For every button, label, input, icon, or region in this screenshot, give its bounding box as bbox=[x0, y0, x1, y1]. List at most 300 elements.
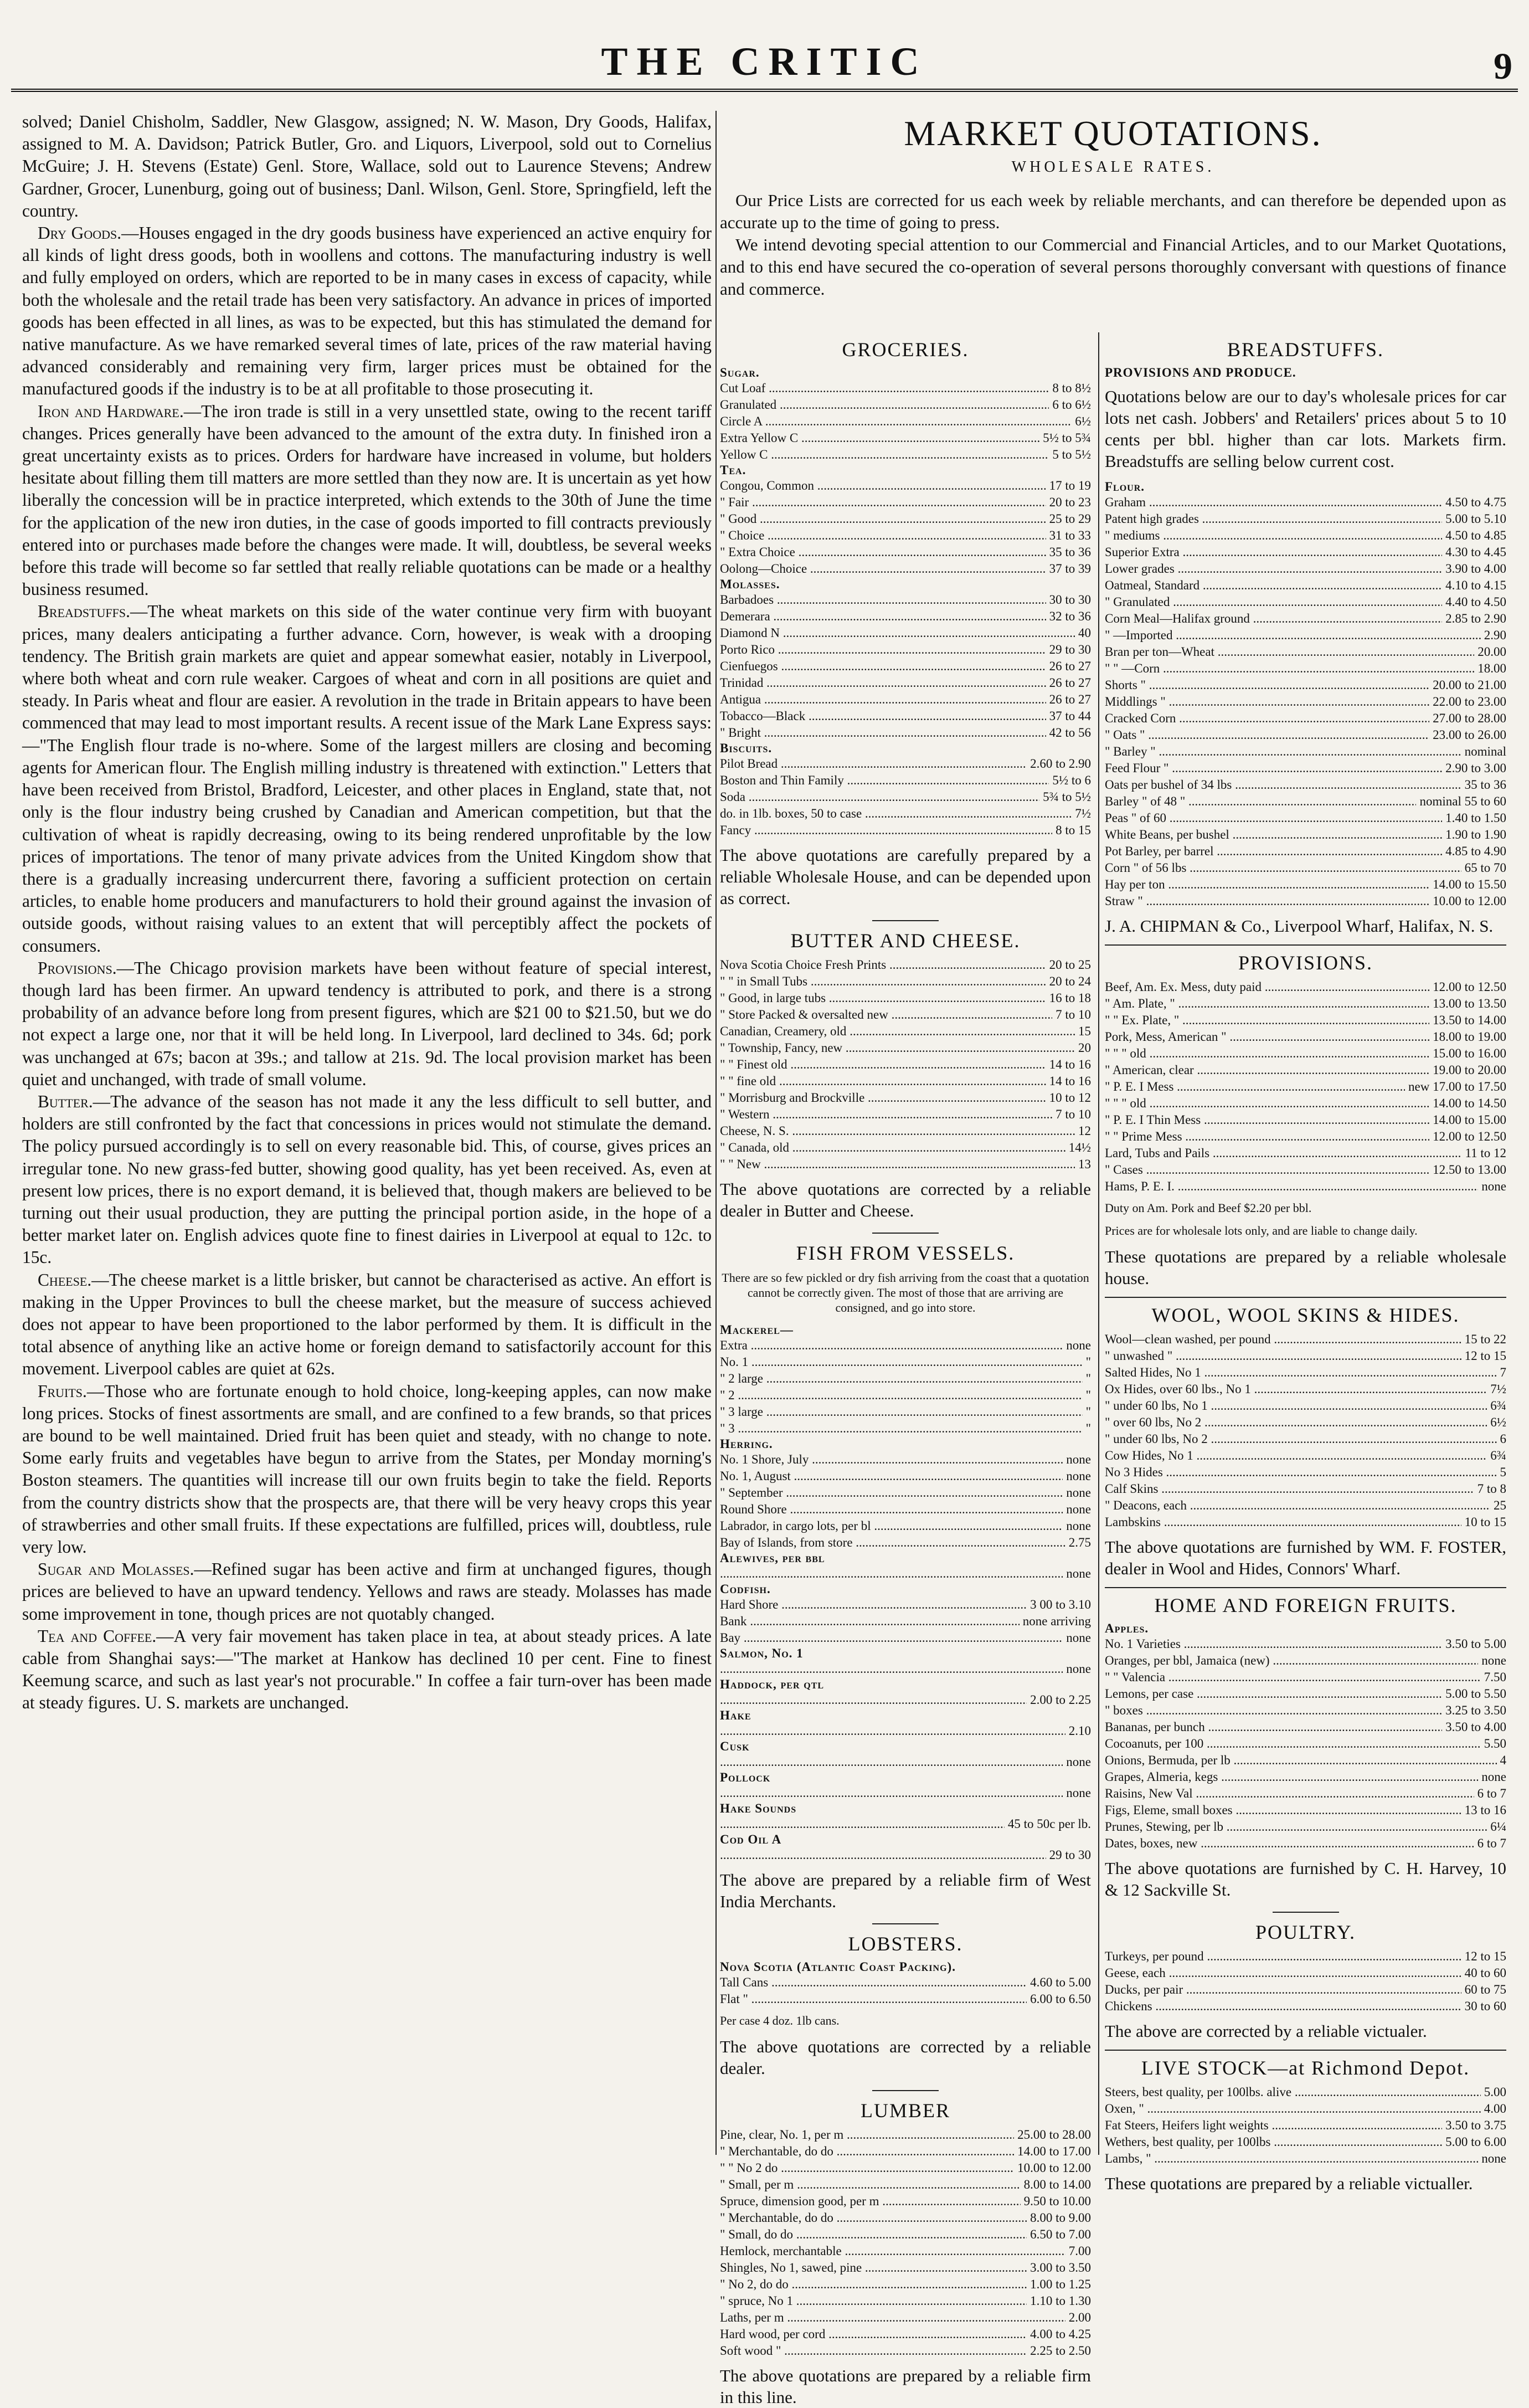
quote-row bbox=[1105, 1948, 1506, 1965]
quote-label: Patent high grades ..... bbox=[1105, 511, 1442, 527]
quote-row bbox=[720, 608, 1091, 625]
quote-row bbox=[720, 1596, 1091, 1613]
quote-row bbox=[720, 1451, 1091, 1468]
quote-row bbox=[1105, 1736, 1506, 1752]
quote-value: none bbox=[1066, 1486, 1091, 1500]
wool-note: The above quotations are furnished by WM. F. FOSTER, dealer in Wool and Hides, Connors' Wharf. bbox=[1105, 1537, 1506, 1578]
quote-value: 27.00 to 28.00 bbox=[1433, 711, 1506, 725]
quote-row bbox=[1105, 1719, 1506, 1736]
quote-label: " 3 large ..... bbox=[720, 1404, 1083, 1420]
quote-row bbox=[1105, 1414, 1506, 1431]
quote-value: 8 to 15 bbox=[1056, 823, 1091, 837]
quote-row bbox=[720, 1337, 1091, 1354]
quote-row bbox=[1105, 893, 1506, 910]
quote-value: 3.25 to 3.50 bbox=[1445, 1703, 1506, 1717]
quote-label: " Barley " ..... bbox=[1105, 743, 1461, 760]
quote-label: Oranges, per bbl, Jamaica (new) ..... bbox=[1105, 1652, 1478, 1669]
quote-row bbox=[720, 1630, 1091, 1646]
quote-value: 65 to 70 bbox=[1464, 861, 1506, 875]
group-heading: Hake bbox=[720, 1708, 751, 1722]
section-rule bbox=[872, 2090, 939, 2091]
quote-value: 5½ to 5¾ bbox=[1043, 431, 1091, 445]
quote-value: none arriving bbox=[1022, 1614, 1091, 1628]
wholesale-rates-subtitle: WHOLESALE RATES. bbox=[1011, 158, 1215, 176]
quote-value: 20.00 to 21.00 bbox=[1433, 678, 1506, 692]
quote-value: 35 to 36 bbox=[1464, 778, 1506, 792]
quote-value: 15 bbox=[1078, 1024, 1091, 1038]
quote-value: 37 to 44 bbox=[1049, 709, 1091, 723]
quote-row bbox=[720, 2276, 1091, 2293]
quote-row bbox=[720, 494, 1091, 511]
quote-value: 6½ bbox=[1075, 414, 1091, 428]
quote-label: " Choice ..... bbox=[720, 527, 1046, 544]
quote-value: 2.60 to 2.90 bbox=[1030, 757, 1091, 771]
quote-label: Onions, Bermuda, per lb ..... bbox=[1105, 1752, 1497, 1769]
quote-label: " Extra Choice ..... bbox=[720, 544, 1046, 561]
quote-label: No. 1 Varieties ..... bbox=[1105, 1636, 1442, 1652]
quote-value: 6 to 7 bbox=[1477, 1836, 1506, 1850]
quote-label: Antigua ..... bbox=[720, 691, 1046, 708]
quote-label: Soda ..... bbox=[720, 789, 1039, 805]
quote-label: " " Ex. Plate, " ..... bbox=[1105, 1012, 1429, 1029]
quote-row bbox=[720, 957, 1091, 973]
quote-label bbox=[720, 1661, 1063, 1677]
quote-value: 6¼ bbox=[1490, 1820, 1506, 1834]
quotation-subcolumns bbox=[720, 332, 1506, 2407]
quote-label: Pine, clear, No. 1, per m ..... bbox=[720, 2127, 1014, 2143]
quote-row bbox=[1105, 1652, 1506, 1669]
quote-value: none bbox=[1066, 1452, 1091, 1466]
quote-value: 42 to 56 bbox=[1049, 726, 1091, 740]
quote-row bbox=[720, 2243, 1091, 2260]
quote-label: " boxes ..... bbox=[1105, 1702, 1442, 1719]
quote-row bbox=[1105, 2101, 1506, 2117]
lobsters-note: The above quotations are corrected by a reliable dealer. bbox=[720, 2037, 1091, 2078]
quote-row bbox=[720, 1007, 1091, 1023]
quote-label: Trinidad ..... bbox=[720, 675, 1046, 691]
quote-row bbox=[1105, 1162, 1506, 1178]
quote-label: No. 1 ..... bbox=[720, 1354, 1083, 1370]
quote-label: " Township, Fancy, new ..... bbox=[720, 1040, 1075, 1056]
paragraph-text: —A very fair movement has taken place in tea, at about steady prices. A late cable from Shanghai says:—"The market at Hankow has declined 10 per cent. Fine to finest Keemung scarce, and such as last year's not procurable." In coffee a fair turn-over has been made at steady figures. U. S. markets are unchanged. bbox=[22, 1626, 712, 1713]
quote-label: " P. E. I Mess ..... bbox=[1105, 1079, 1405, 1095]
quote-label: Fancy ..... bbox=[720, 822, 1052, 839]
poultry-title: POULTRY. bbox=[1255, 1921, 1356, 1943]
quote-value: 45 to 50c per lb. bbox=[1007, 1817, 1091, 1831]
quote-row bbox=[1105, 760, 1506, 777]
quote-value: 12.50 to 13.00 bbox=[1433, 1163, 1506, 1177]
quote-label: Pilot Bread ..... bbox=[720, 756, 1027, 772]
quote-row bbox=[1105, 1981, 1506, 1998]
quote-label bbox=[720, 1754, 1063, 1770]
quote-value: 7½ bbox=[1075, 807, 1091, 820]
quote-value: 14.00 to 15.00 bbox=[1433, 1113, 1506, 1127]
quote-value: 3.50 to 3.75 bbox=[1445, 2118, 1506, 2132]
quote-value: 25.00 to 28.00 bbox=[1017, 2128, 1091, 2142]
quote-label: " 2 large ..... bbox=[720, 1370, 1083, 1387]
poultry-note: The above are corrected by a reliable victualer. bbox=[1105, 2021, 1427, 2041]
quote-label: Shorts " ..... bbox=[1105, 677, 1429, 694]
quote-label: Grapes, Almeria, kegs ..... bbox=[1105, 1769, 1478, 1785]
quote-row bbox=[1105, 1785, 1506, 1802]
paragraph-text: —The advance of the season has not made it any the less difficult to sell butter, and holders are still confronted by the fact that concessions in prices would not stimulate the demand. The policy pursued accordingly is to sell on every reasonable bid. This, of course, gives prices an irregular tone. No new grass-fed butter, showing good quality, has yet been received. As, even at present low prices, there is no export demand, it is believed that, though makers are believed to be turning out their usual production, they are putting the principal portion aside, in the hope of a better market later on. English advices quote fine to finest dairies in Liverpool at equal to 12c. to 15c. bbox=[22, 1091, 712, 1267]
quote-row bbox=[720, 1613, 1091, 1630]
quote-row bbox=[720, 1387, 1091, 1404]
quote-row bbox=[1105, 743, 1506, 760]
quote-value: 4.30 to 4.45 bbox=[1445, 545, 1506, 559]
quote-label: Beef, Am. Ex. Mess, duty paid ..... bbox=[1105, 979, 1429, 995]
quote-row bbox=[720, 2260, 1091, 2276]
quote-row bbox=[720, 2143, 1091, 2160]
quote-value: none bbox=[1066, 1519, 1091, 1533]
section-rule bbox=[1273, 1912, 1339, 1913]
quote-label: Chickens ..... bbox=[1105, 1998, 1461, 2015]
quote-label: Dates, boxes, new ..... bbox=[1105, 1835, 1474, 1852]
quote-label: Round Shore ..... bbox=[720, 1501, 1063, 1518]
quote-value: 3.50 to 4.00 bbox=[1445, 1720, 1506, 1734]
quote-label: Laths, per m ..... bbox=[720, 2309, 1065, 2326]
quote-label bbox=[720, 1692, 1027, 1708]
quote-label: Ox Hides, over 60 lbs., No 1 ..... bbox=[1105, 1381, 1487, 1398]
quote-row bbox=[1105, 1514, 1506, 1531]
quote-label: Bank ..... bbox=[720, 1613, 1020, 1630]
quote-row bbox=[1105, 860, 1506, 876]
quote-value: 19.00 to 20.00 bbox=[1433, 1063, 1506, 1077]
quote-label: Hard Shore ..... bbox=[720, 1596, 1027, 1613]
quote-row bbox=[1105, 1331, 1506, 1348]
quote-value: 1.90 to 1.90 bbox=[1445, 828, 1506, 841]
quote-row bbox=[720, 1073, 1091, 1090]
quote-row bbox=[1105, 2117, 1506, 2134]
quote-label: Lambskins ..... bbox=[1105, 1514, 1461, 1531]
quote-row bbox=[720, 675, 1091, 691]
quote-value: 30 to 30 bbox=[1049, 593, 1091, 607]
quote-value: 22.00 to 23.00 bbox=[1433, 695, 1506, 708]
quote-value: 1.10 to 1.30 bbox=[1030, 2294, 1091, 2308]
quote-value: 3.50 to 5.00 bbox=[1445, 1637, 1506, 1651]
quote-value: 6.50 to 7.00 bbox=[1030, 2227, 1091, 2241]
quote-value: " bbox=[1085, 1372, 1091, 1385]
market-quotations-column bbox=[720, 111, 1506, 2407]
quote-label: Graham ..... bbox=[1105, 494, 1442, 511]
quote-value: 7 to 10 bbox=[1056, 1107, 1091, 1121]
fish-pre-note: There are so few pickled or dry fish arriving from the coast that a quotation cannot be correctly given. The most of those that are arriving are consigned, and go into store. bbox=[722, 1271, 1089, 1315]
article-paragraph bbox=[22, 1558, 712, 1625]
quote-label: " " in Small Tubs ..... bbox=[720, 973, 1046, 990]
quote-value: 30 to 60 bbox=[1464, 1999, 1506, 2013]
quote-label: Wool—clean washed, per pound ..... bbox=[1105, 1331, 1461, 1348]
quote-value: 2.10 bbox=[1068, 1724, 1091, 1738]
quote-row bbox=[1105, 1686, 1506, 1702]
paragraph-lead: Tea and Coffee. bbox=[38, 1626, 157, 1646]
quote-value: 40 to 60 bbox=[1464, 1966, 1506, 1980]
paragraph-lead: Butter. bbox=[38, 1091, 93, 1111]
quote-label: Flat " ..... bbox=[720, 1991, 1027, 2007]
quote-value: 7.00 bbox=[1068, 2244, 1091, 2258]
quote-value: 6¾ bbox=[1490, 1399, 1506, 1413]
quote-label: Ducks, per pair ..... bbox=[1105, 1981, 1461, 1998]
article-paragraph bbox=[22, 1380, 712, 1559]
quote-row bbox=[720, 1661, 1091, 1677]
quote-label: " American, clear ..... bbox=[1105, 1062, 1429, 1079]
quote-label bbox=[720, 1847, 1046, 1863]
quote-value: 7 bbox=[1500, 1365, 1506, 1379]
market-intro bbox=[720, 189, 1506, 300]
quote-label: " 2 ..... bbox=[720, 1387, 1083, 1404]
masthead-title: THE CRITIC bbox=[601, 39, 928, 84]
quote-value: 4.00 to 4.25 bbox=[1030, 2327, 1091, 2341]
article-paragraph bbox=[22, 1269, 712, 1380]
header-rule bbox=[11, 89, 1518, 92]
quote-value: 12 to 15 bbox=[1464, 1949, 1506, 1963]
quote-row bbox=[1105, 1431, 1506, 1447]
quote-label: Extra Yellow C ..... bbox=[720, 430, 1039, 446]
quote-label: Granulated ..... bbox=[720, 397, 1049, 413]
quote-row bbox=[720, 805, 1091, 822]
quote-row bbox=[1105, 677, 1506, 694]
paragraph-text: —The cheese market is a little brisker, but cannot be characterised as active. An effort is making in the Upper Provinces to bull the cheese market, but the measure of success achieved does not appear to have been proportioned to the labor performed by them. It is difficult in the total absence of anything like an active home or foreign demand to satisfactorily account for this movement. Liverpool cables are quiet at 62s. bbox=[22, 1270, 712, 1379]
quote-value: 6¾ bbox=[1490, 1449, 1506, 1462]
quote-label bbox=[720, 1565, 1063, 1582]
quote-row bbox=[1105, 1079, 1506, 1095]
quote-value: 7 to 8 bbox=[1477, 1482, 1506, 1496]
quote-row bbox=[720, 772, 1091, 789]
quote-row bbox=[1105, 1095, 1506, 1112]
quote-value: 4.85 to 4.90 bbox=[1445, 844, 1506, 858]
market-quotations-title: MARKET QUOTATIONS. bbox=[904, 114, 1322, 153]
quote-value: none bbox=[1481, 1179, 1506, 1193]
quote-row bbox=[720, 1090, 1091, 1106]
quote-row bbox=[720, 1404, 1091, 1420]
quote-value: 14.00 to 14.50 bbox=[1433, 1096, 1506, 1110]
quote-row bbox=[720, 1692, 1091, 1708]
quote-label: Canadian, Creamery, old ..... bbox=[720, 1023, 1075, 1040]
quote-value: 26 to 27 bbox=[1049, 659, 1091, 673]
quote-label: Bay ..... bbox=[720, 1630, 1063, 1646]
quote-row bbox=[720, 641, 1091, 658]
quote-value: 20 to 24 bbox=[1049, 974, 1091, 988]
quote-value: 5¾ to 5½ bbox=[1043, 790, 1091, 804]
quote-value: 2.90 bbox=[1484, 628, 1506, 642]
quote-value: 29 to 30 bbox=[1049, 643, 1091, 656]
quote-value: none bbox=[1066, 1662, 1091, 1676]
quote-row bbox=[1105, 561, 1506, 577]
quote-row bbox=[720, 990, 1091, 1007]
quote-row bbox=[1105, 1029, 1506, 1045]
quote-value: 10.00 to 12.00 bbox=[1017, 2161, 1091, 2175]
article-paragraph bbox=[22, 222, 712, 401]
quote-value: 12.00 to 12.50 bbox=[1433, 980, 1506, 994]
quote-value: 32 to 36 bbox=[1049, 609, 1091, 623]
quote-value: 3.00 to 3.50 bbox=[1030, 2261, 1091, 2274]
quote-value: 2.00 to 2.25 bbox=[1030, 1693, 1091, 1707]
quote-value: 10 to 15 bbox=[1464, 1515, 1506, 1529]
quote-value: 29 to 30 bbox=[1049, 1848, 1091, 1862]
quote-label: " Deacons, each ..... bbox=[1105, 1497, 1490, 1514]
quote-label: Raisins, New Val ..... bbox=[1105, 1785, 1474, 1802]
quote-row bbox=[720, 1847, 1091, 1863]
quote-row bbox=[720, 592, 1091, 608]
group-heading: Herring. bbox=[720, 1437, 773, 1451]
section-rule bbox=[1105, 2050, 1506, 2051]
quote-value: 2.25 to 2.50 bbox=[1030, 2344, 1091, 2358]
quote-row bbox=[720, 2309, 1091, 2326]
quote-value: nominal 55 to 60 bbox=[1419, 794, 1506, 808]
quote-row bbox=[720, 527, 1091, 544]
fruits-title: HOME AND FOREIGN FRUITS. bbox=[1154, 1594, 1457, 1616]
quote-label: Congou, Common ..... bbox=[720, 478, 1046, 494]
quote-row bbox=[720, 2326, 1091, 2343]
quote-label: Lemons, per case ..... bbox=[1105, 1686, 1442, 1702]
quote-label: Circle A ..... bbox=[720, 413, 1072, 430]
quote-label: Barley " of 48 " ..... bbox=[1105, 793, 1416, 810]
quote-row bbox=[720, 625, 1091, 641]
group-heading: Pollock bbox=[720, 1770, 771, 1784]
section-rule bbox=[1105, 1587, 1506, 1588]
quote-value: 8.00 to 14.00 bbox=[1023, 2178, 1091, 2191]
quote-label: " Merchantable, do do ..... bbox=[720, 2210, 1027, 2226]
quote-label: Calf Skins ..... bbox=[1105, 1481, 1474, 1497]
quote-value: 12 to 15 bbox=[1464, 1349, 1506, 1363]
quote-row bbox=[1105, 1497, 1506, 1514]
quote-value: 4.60 to 5.00 bbox=[1030, 1975, 1091, 1989]
paragraph-text: —The iron trade is still in a very unsettled state, owing to the recent tariff changes. Prices generally have been advanced to the amount of the extra duty. In finished iron a great uncertainty exists as to prices. Orders for hardware have increased in volume, but holders hesitate about filling them till matters are more settled than they now are. It is uncertain as yet how liberally the concession will be in practice interpreted, which extends to the 30th of June the time for the application of the new iron duties, in the case of goods imported to fill contracts previously entered into or purchases made before the changes were made. It will, doubtless, be several weeks before this trade will become so far settled that really reliable quotations can be made or a healthy business resumed. bbox=[22, 401, 712, 599]
quote-value: 15 to 22 bbox=[1464, 1332, 1506, 1346]
quote-row bbox=[1105, 1045, 1506, 1062]
quote-row bbox=[720, 1139, 1091, 1156]
quote-label: " under 60 lbs, No 2 ..... bbox=[1105, 1431, 1497, 1447]
quote-value: 13 bbox=[1078, 1157, 1091, 1171]
quote-row bbox=[1105, 1752, 1506, 1769]
quote-value: 9.50 to 10.00 bbox=[1023, 2194, 1091, 2208]
paragraph-text: —The Chicago provision markets have been without feature of special interest, though lard has been firmer. An upward tendency is attributed to pork, and there is a strong probability of an advance before long from present figures, which are $21 00 to $21.50, but we do not expect a large one, nor that it will be held long. In Liverpool, lard declined to 34s. 6d; pork was unchanged at 67s; bacon at 39s.; and tallow at 21s. 9d. The local provision market has been quiet and unchanged, with trade of small volume. bbox=[22, 958, 712, 1089]
quote-label bbox=[720, 1723, 1065, 1739]
quote-value: 23.00 to 26.00 bbox=[1433, 728, 1506, 742]
livestock-title: LIVE STOCK—at Richmond Depot. bbox=[1141, 2057, 1470, 2079]
quote-value: 20 bbox=[1078, 1041, 1091, 1055]
quote-row bbox=[1105, 1965, 1506, 1981]
quote-value: none bbox=[1066, 1469, 1091, 1483]
quote-label: " " —Corn ..... bbox=[1105, 660, 1474, 677]
livestock-note: These quotations are prepared by a reliable victualler. bbox=[1105, 2174, 1473, 2193]
quote-row bbox=[720, 2160, 1091, 2176]
quote-row bbox=[1105, 1702, 1506, 1719]
quote-label: " Granulated ..... bbox=[1105, 594, 1442, 610]
quote-label: " Morrisburg and Brockville ..... bbox=[720, 1090, 1046, 1106]
quote-value: none bbox=[1066, 1502, 1091, 1516]
quote-value: 11 to 12 bbox=[1465, 1146, 1506, 1160]
paragraph-lead: Provisions. bbox=[38, 958, 117, 978]
group-heading: Codfish. bbox=[720, 1582, 771, 1596]
quote-label: " Cases ..... bbox=[1105, 1162, 1429, 1178]
quote-label: Tall Cans ..... bbox=[720, 1974, 1027, 1991]
group-heading: Molasses. bbox=[720, 577, 780, 591]
quote-label: Cienfuegos ..... bbox=[720, 658, 1046, 675]
quote-label: " Western ..... bbox=[720, 1106, 1052, 1123]
quote-row bbox=[1105, 1364, 1506, 1381]
paragraph-lead: Breadstuffs. bbox=[38, 602, 130, 622]
quote-value: 17 to 19 bbox=[1049, 479, 1091, 492]
quote-label: " mediums ..... bbox=[1105, 527, 1442, 544]
quote-label: Oatmeal, Standard ..... bbox=[1105, 577, 1442, 594]
quote-value: " bbox=[1085, 1405, 1091, 1419]
butter-cheese-title: BUTTER AND CHEESE. bbox=[790, 930, 1021, 952]
quote-value: none bbox=[1066, 1338, 1091, 1352]
quote-value: 3 00 to 3.10 bbox=[1030, 1598, 1091, 1611]
quote-value: 14.00 to 15.50 bbox=[1433, 877, 1506, 891]
paragraph-lead: Fruits. bbox=[38, 1381, 87, 1401]
paragraph-lead: Iron and Hardware. bbox=[38, 401, 184, 421]
article-paragraph bbox=[22, 1091, 712, 1269]
quote-row bbox=[720, 973, 1091, 990]
quote-value: none bbox=[1066, 1786, 1091, 1800]
quote-row bbox=[1105, 1636, 1506, 1652]
quote-label: Cow Hides, No 1 ..... bbox=[1105, 1447, 1487, 1464]
group-heading: Mackerel— bbox=[720, 1323, 794, 1337]
quote-row bbox=[1105, 876, 1506, 893]
quote-row bbox=[1105, 710, 1506, 727]
quote-label: " Canada, old ..... bbox=[720, 1139, 1065, 1156]
quote-label: Bay of Islands, from store ..... bbox=[720, 1534, 1065, 1551]
quote-label: Corn Meal—Halifax ground ..... bbox=[1105, 610, 1442, 627]
quote-row bbox=[1105, 694, 1506, 710]
quote-value: 6 to 7 bbox=[1477, 1786, 1506, 1800]
paragraph-text: —Houses engaged in the dry goods business have experienced an active enquiry for all kinds of light dress goods, both in woollens and cottons. The manufacturing industry is well and fully employed on orders, which are reported to be in many cases in excess of capacity, while both the wholesale and the retail trade has been very satisfactory. An advance in prices of imported goods has been effected in all lines, as was to be expected, but this has stimulated the demand for native manufacture. As we have remarked several times of late, prices of the raw material having advanced considerably and remaining very firm, larger prices must be obtained for the manufactured goods if the industry is to be at all profitable to those prosecuting it. bbox=[22, 223, 712, 399]
quote-value: 3.90 to 4.00 bbox=[1445, 562, 1506, 576]
section-rule bbox=[1105, 944, 1506, 946]
quote-label: Soft wood " ..... bbox=[720, 2343, 1027, 2359]
quote-label: Cut Loaf ..... bbox=[720, 380, 1049, 397]
quote-row bbox=[1105, 527, 1506, 544]
butter-cheese-note: The above quotations are corrected by a reliable dealer in Butter and Cheese. bbox=[720, 1179, 1091, 1220]
quote-value: 18.00 to 19.00 bbox=[1433, 1030, 1506, 1044]
quote-label: Hay per ton ..... bbox=[1105, 876, 1429, 893]
quote-value: 6.00 to 6.50 bbox=[1030, 1992, 1091, 2006]
quote-label: Turkeys, per pound ..... bbox=[1105, 1948, 1461, 1965]
quote-value: 13.00 to 13.50 bbox=[1433, 997, 1506, 1010]
quote-label: Feed Flour " ..... bbox=[1105, 760, 1442, 777]
quote-row bbox=[720, 1040, 1091, 1056]
lumber-note: The above quotations are prepared by a reliable firm in this line. bbox=[720, 2366, 1091, 2407]
quote-label: Peas " of 60 ..... bbox=[1105, 810, 1442, 826]
quote-row bbox=[1105, 979, 1506, 995]
quote-value: 2.00 bbox=[1068, 2311, 1091, 2324]
quote-value: 5 bbox=[1500, 1465, 1506, 1479]
quote-value: 5.00 to 6.00 bbox=[1445, 2135, 1506, 2149]
article-paragraph bbox=[22, 401, 712, 601]
quote-label: Figs, Eleme, small boxes ..... bbox=[1105, 1802, 1461, 1819]
quote-row bbox=[1105, 843, 1506, 860]
quote-row bbox=[720, 2210, 1091, 2226]
article-paragraph bbox=[22, 957, 712, 1091]
section-rule bbox=[1105, 1297, 1506, 1298]
quote-label: " " fine old ..... bbox=[720, 1073, 1046, 1090]
quote-label: Hemlock, merchantable ..... bbox=[720, 2243, 1065, 2260]
quote-value: 20 to 23 bbox=[1049, 495, 1091, 509]
quote-label: " —Imported ..... bbox=[1105, 627, 1481, 644]
quote-row bbox=[1105, 660, 1506, 677]
group-heading: Salmon, No. 1 bbox=[720, 1646, 804, 1660]
quote-label: Lower grades ..... bbox=[1105, 561, 1442, 577]
quote-label: No. 1, August ..... bbox=[720, 1468, 1063, 1485]
paragraph-lead: Sugar and Molasses. bbox=[38, 1559, 194, 1579]
quote-row bbox=[720, 413, 1091, 430]
subcolumn-divider bbox=[1098, 332, 1099, 2155]
quote-row bbox=[1105, 1769, 1506, 1785]
quote-value: none bbox=[1066, 1567, 1091, 1580]
quote-row bbox=[720, 1485, 1091, 1501]
quote-label: Nova Scotia Choice Fresh Prints ..... bbox=[720, 957, 1046, 973]
